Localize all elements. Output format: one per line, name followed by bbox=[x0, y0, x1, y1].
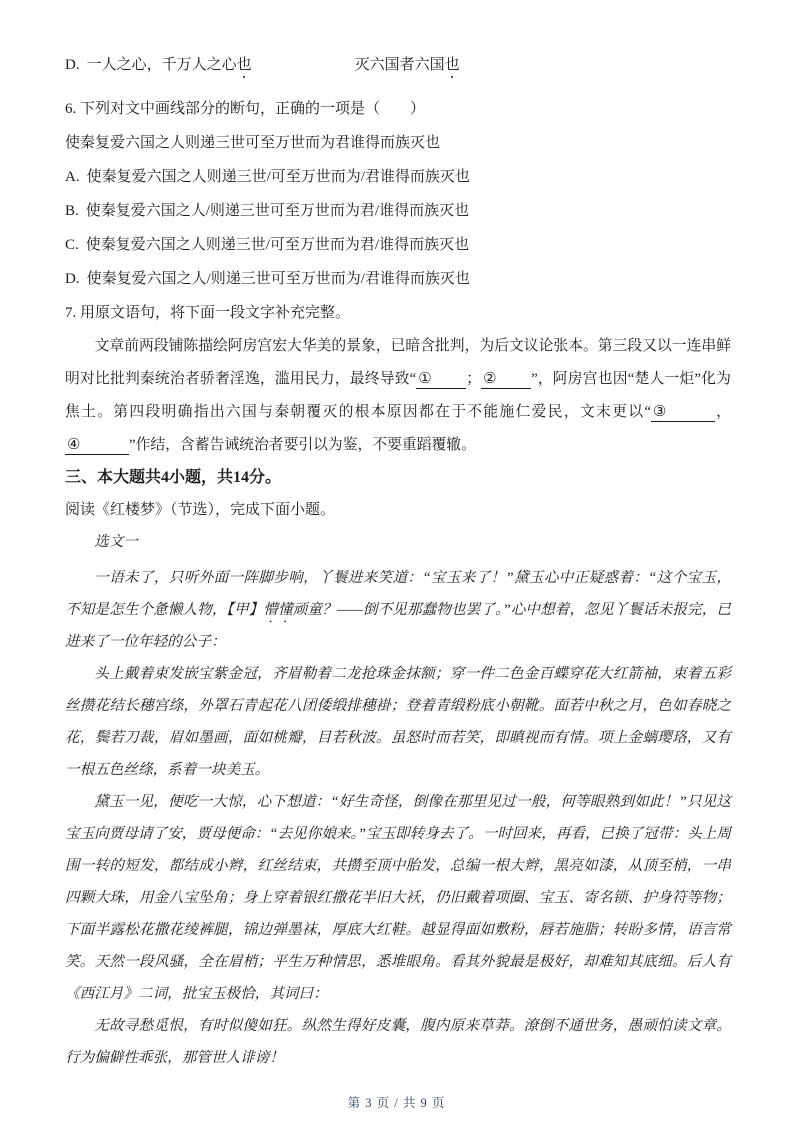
q6-option-a-label: A. bbox=[65, 169, 80, 185]
section-3-heading: 三、本大题共4小题，共14分。 bbox=[65, 469, 282, 486]
q5-option-d-right-emphasis: 也 bbox=[444, 57, 460, 73]
q7-passage-seg2: ”，阿房宫也因“楚人一炬”化为焦土。第四段明确指出六国与秦朝覆灭的根本原因都在于不能施仁爱民，文末更以“ bbox=[65, 371, 731, 420]
q5-option-d-left-text: 一人之心，千万人之心 bbox=[86, 57, 237, 73]
q6-option-b-text: 使秦复爱六国之人/则递三世可至万世而为君/谁得而族灭也 bbox=[85, 203, 470, 219]
q7-passage-seg1: 文章前两段铺陈描绘阿房宫宏大华美的景象，已暗含批判，为后文议论张本。第三段又以一连串鲜明对比批判秦统治者骄奢淫逸，滥用民力，最终导致“ bbox=[65, 338, 731, 387]
excerpt-p1-seg1: 一语未了，只听外面一阵脚步响，丫鬟进来笑道：“宝玉来了！”黛玉心中正疑惑着：“这个宝玉，不知是怎生个惫懒人物，【甲】 bbox=[65, 570, 731, 618]
q7-blank-1: ① bbox=[416, 371, 466, 389]
q5-option-d-row bbox=[65, 56, 731, 82]
q5-option-d-right-text: 灭六国者六国 bbox=[354, 57, 445, 73]
q6-option-c-text: 使秦复爱六国之人则递三世/可至万世而为君/谁得而族灭也 bbox=[85, 237, 470, 253]
excerpt-p1-emphasis: 懵懂 bbox=[263, 602, 293, 618]
q7-passage bbox=[65, 330, 731, 462]
q7-blank-3: ③ bbox=[651, 404, 715, 422]
excerpt-paragraph-2: 头上戴着束发嵌宝紫金冠，齐眉勒着二龙抢珠金抹额；穿一件二色金百蝶穿花大红箭袖，束着五彩丝攒花结长穗宫绦，外罩石青起花八团倭缎排穗褂；登着青缎粉底小朝靴。面若中秋之月，色如春晓之花，鬓若刀裁，眉如墨画，面如桃瓣，目若秋波。虽怒时而若笑，即瞋视而有情。项上金螭璎珞，又有一根五色丝绦，系着一块美玉。 bbox=[65, 666, 731, 778]
q6-option-a-text: 使秦复爱六国之人则递三世/可至万世而为/君谁得而族灭也 bbox=[86, 169, 470, 185]
excerpt-paragraph-3: 黛玉一见，便吃一大惊，心下想道：“好生奇怪，倒像在那里见过一般，何等眼熟到如此！”只见这宝玉向贾母请了安，贾母便命：“去见你娘来。”宝玉即转身去了。一时回来，再看，已换了冠带：头上周围一转的短发，都结成小辫，红丝结束，共攒至顶中胎发，总编一根大辫，黑亮如漆，从顶至梢，一串四颗大珠，用金八宝坠角；身上穿着银红撒花半旧大袄，仍旧戴着项圈、宝玉、寄名锁、护身符等物；下面半露松花撒花绫裤腿，锦边弹墨袜，厚底大红鞋。越显得面如敷粉，唇若施脂；转盼多情，语言常笑。天然一段风骚，全在眉梢；平生万种情思，悉堆眼角。看其外貌最是极好，却难知其底细。后人有《西江月》二词，批宝玉极恰，其词曰： bbox=[65, 794, 731, 1002]
q6-option-d bbox=[65, 270, 731, 289]
q6-option-b bbox=[65, 202, 731, 221]
q5-option-d-left-emphasis: 也 bbox=[236, 57, 252, 73]
q7-passage-sep2: ， bbox=[714, 404, 731, 420]
q7-blank-2: ② bbox=[481, 371, 531, 389]
q7-blank-4: ④ bbox=[65, 437, 129, 455]
q6-option-d-label: D. bbox=[65, 271, 80, 287]
q6-stem: 6. 下列对文中画线部分的断句，正确的一项是（ ） bbox=[65, 101, 426, 117]
q6-option-c bbox=[65, 236, 731, 255]
q7-stem: 7. 用原文语句，将下面一段文字补充完整。 bbox=[65, 305, 351, 321]
page-number-footer: 第 3 页 / 共 9 页 bbox=[347, 1096, 446, 1110]
q6-option-b-label: B. bbox=[65, 203, 79, 219]
excerpt-p1-seg2: 顽童？——倒不见那蠢物也罢了。”心中想着，忽见丫鬟话未报完，已进来了一位年轻的公子： bbox=[65, 602, 731, 650]
q5-option-d-left-phrase bbox=[87, 56, 355, 82]
q7-passage-seg3: ”作结，含蓄告诫统治者要引以为鉴，不要重蹈覆辙。 bbox=[129, 437, 476, 453]
q6-option-a bbox=[65, 168, 731, 187]
q7-passage-sep1: ； bbox=[466, 371, 482, 387]
excerpt-paragraph-4: 无故寻愁觅恨，有时似傻如狂。纵然生得好皮囊，腹内原来草莽。潦倒不通世务，愚顽怕读文章。行为偏僻性乖张，那管世人诽谤！ bbox=[65, 1018, 731, 1066]
hongloumeng-excerpt bbox=[65, 533, 731, 1074]
excerpt-subtitle: 选文一 bbox=[94, 534, 138, 550]
reading-instruction: 阅读《红楼梦》（节选），完成下面小题。 bbox=[65, 502, 336, 518]
excerpt-paragraph-1 bbox=[65, 562, 731, 658]
q6-option-d-text: 使秦复爱六国之人/则递三世可至万世而为/君谁得而族灭也 bbox=[86, 271, 470, 287]
q6-target-sentence: 使秦复爱六国之人则递三世可至万世而为君谁得而族灭也 bbox=[65, 135, 441, 151]
q5-option-d-label: D. bbox=[65, 57, 80, 73]
q6-option-c-label: C. bbox=[65, 237, 79, 253]
q5-option-d-right-phrase bbox=[355, 56, 460, 82]
